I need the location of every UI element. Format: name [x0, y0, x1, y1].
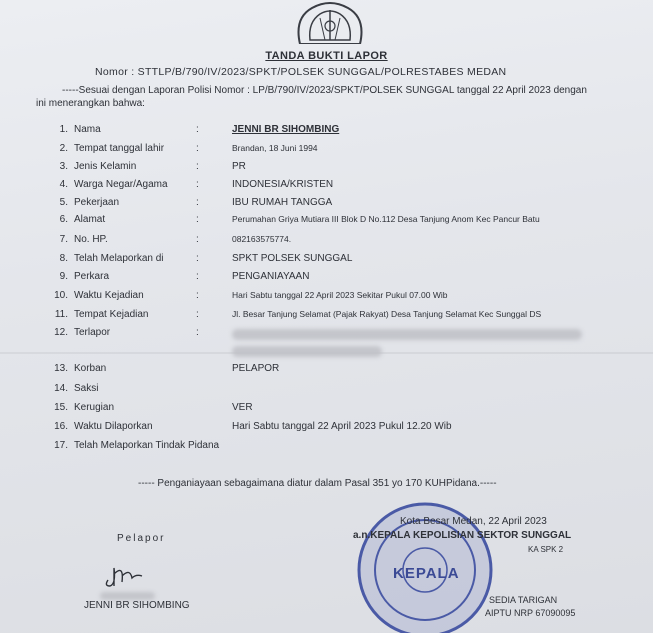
- field-label: Tempat Kejadian: [74, 309, 149, 320]
- field-number: 11.: [54, 309, 68, 320]
- field-number: 7.: [59, 234, 68, 245]
- field-label: Terlapor: [74, 327, 111, 338]
- field-number: 6.: [59, 214, 68, 225]
- field-number: 1.: [59, 124, 68, 135]
- field-value: Jl. Besar Tanjung Selamat (Pajak Rakyat) Desa Tanjung Selamat Kec Sunggal DS: [232, 309, 542, 319]
- field-value: SPKT POLSEK SUNGGAL: [232, 253, 353, 264]
- reporter-name: JENNI BR SIHOMBING: [84, 600, 190, 611]
- field-value: IBU RUMAH TANGGA: [232, 197, 333, 208]
- field-number: 8.: [59, 253, 68, 264]
- field-label: Kerugian: [74, 402, 115, 413]
- field-number: 16.: [54, 421, 68, 432]
- field-number: 10.: [54, 290, 68, 301]
- field-number: 4.: [59, 179, 68, 190]
- field-number: 17.: [54, 440, 68, 451]
- field-value: PENGANIAYAAN: [232, 271, 310, 282]
- field-colon: :: [196, 143, 199, 154]
- field-value: Hari Sabtu tanggal 22 April 2023 Pukul 12.20 Wib: [232, 421, 452, 432]
- field-value: Hari Sabtu tanggal 22 April 2023 Sekitar Pukul 07.00 Wib: [232, 290, 448, 300]
- field-number: 13.: [54, 363, 68, 374]
- field-number: 3.: [59, 161, 68, 172]
- reporter-signature-icon: [100, 556, 160, 592]
- field-label: Pekerjaan: [74, 197, 120, 208]
- redacted-reported-party: [232, 329, 582, 340]
- document-number: Nomor : STTLP/B/790/IV/2023/SPKT/POLSEK SUNGGAL/POLRESTABES MEDAN: [95, 66, 507, 78]
- field-colon: :: [196, 124, 199, 135]
- field-number: 9.: [59, 271, 68, 282]
- field-colon: :: [196, 253, 199, 264]
- field-label: Telah Melaporkan di: [74, 253, 164, 264]
- field-label: Warga Negar/Agama: [74, 179, 168, 190]
- field-value: Brandan, 18 Juni 1994: [232, 143, 318, 153]
- legal-basis-line: ----- Penganiayaan sebagaimana diatur dalam Pasal 351 yo 170 KUHPidana.-----: [138, 478, 497, 489]
- intro-line-1: -----Sesuai dengan Laporan Polisi Nomor : LP/B/790/IV/2023/SPKT/POLSEK SUNGGAL tanggal 22 April 2023 dengan: [62, 85, 587, 96]
- authority-title: a.n.KEPALA KEPOLISIAN SEKTOR SUNGGAL: [353, 530, 572, 541]
- field-colon: :: [196, 197, 199, 208]
- field-number: 2.: [59, 143, 68, 154]
- officer-nrp: AIPTU NRP 67090095: [485, 608, 576, 618]
- stamp-text: KEPALA: [393, 565, 460, 582]
- field-label: Nama: [74, 124, 101, 135]
- field-value: PELAPOR: [232, 363, 280, 374]
- field-colon: :: [196, 234, 199, 245]
- field-number: 12.: [54, 327, 68, 338]
- field-label: Jenis Kelamin: [74, 161, 137, 172]
- field-label: Waktu Kejadian: [74, 290, 144, 301]
- field-label: Telah Melaporkan Tindak Pidana: [74, 440, 220, 451]
- place-date: Kota Besar Medan, 22 April 2023: [400, 516, 547, 527]
- officer-name: SEDIA TARIGAN: [489, 595, 558, 605]
- field-colon: :: [196, 309, 199, 320]
- document-title: TANDA BUKTI LAPOR: [265, 50, 388, 62]
- field-number: 14.: [54, 383, 68, 394]
- field-label: Tempat tanggal lahir: [74, 143, 165, 154]
- field-label: Perkara: [74, 271, 110, 282]
- field-value: Perumahan Griya Mutiara III Blok D No.112 Desa Tanjung Anom Kec Pancur Batu: [232, 214, 540, 224]
- redacted-reported-party-line2: [232, 346, 382, 357]
- reporter-caption: Pelapor: [117, 533, 166, 544]
- field-number: 5.: [59, 197, 68, 208]
- field-value: PR: [232, 161, 246, 172]
- intro-line-2: ini menerangkan bahwa:: [36, 98, 145, 109]
- field-value: JENNI BR SIHOMBING: [232, 124, 340, 135]
- field-colon: :: [196, 161, 199, 172]
- police-emblem-icon: [292, 0, 368, 44]
- redacted-mark: [100, 592, 155, 600]
- authority-subtitle: KA SPK 2: [528, 545, 564, 554]
- field-label: Korban: [74, 363, 107, 374]
- field-colon: :: [196, 290, 199, 301]
- field-value: INDONESIA/KRISTEN: [232, 179, 334, 190]
- field-label: Waktu Dilaporkan: [74, 421, 153, 432]
- field-colon: :: [196, 179, 199, 190]
- field-value: VER: [232, 402, 253, 413]
- field-colon: :: [196, 271, 199, 282]
- field-number: 15.: [54, 402, 68, 413]
- field-colon: :: [196, 214, 199, 225]
- field-label: Alamat: [74, 214, 106, 225]
- field-label: No. HP.: [74, 234, 108, 245]
- field-label: Saksi: [74, 383, 99, 394]
- field-colon: :: [196, 327, 199, 338]
- field-value: 082163575774.: [232, 234, 292, 244]
